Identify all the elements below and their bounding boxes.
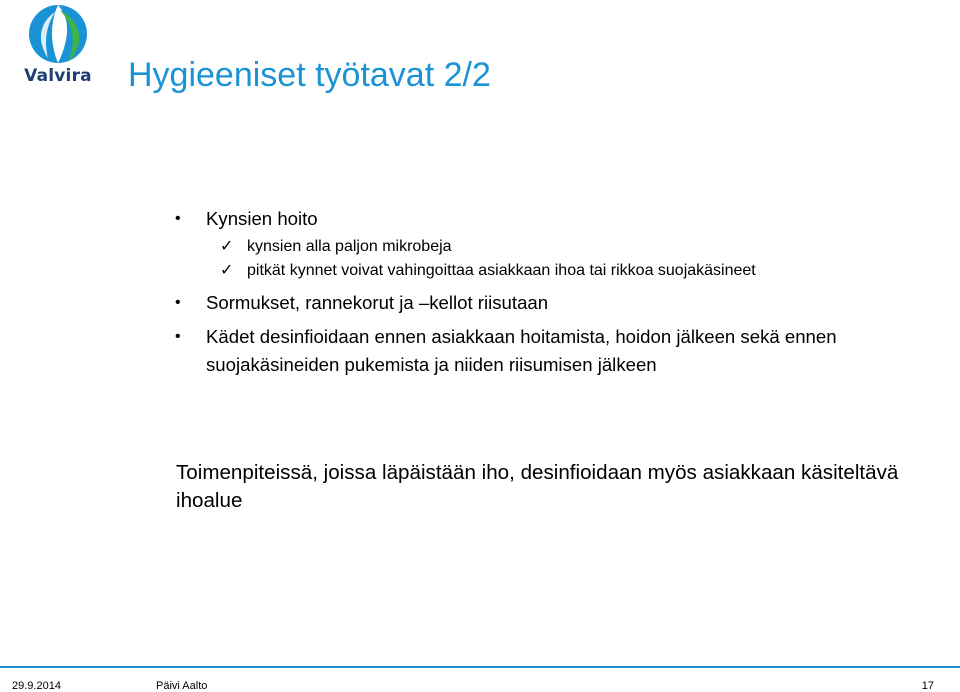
bullet-list [170,205,930,379]
bullet-item [170,323,930,379]
bullet-dot-icon: • [175,294,181,311]
footer-author: Päivi Aalto [156,680,208,692]
slide-title: Hygieeniset työtavat 2/2 [128,56,491,94]
bullet-dot-icon: • [175,210,181,227]
valvira-swirl-icon [24,4,92,66]
checkmark-icon: ✓ [220,238,234,255]
bullet-text: Kädet desinfioidaan ennen asiakkaan hoitamista, hoidon jälkeen sekä ennen suojakäsineiden pukemista ja niiden riisumisen jälkeen [206,326,837,375]
sub-bullet-text: kynsien alla paljon mikrobeja [247,238,452,255]
sub-bullet-text: pitkät kynnet voivat vahingoittaa asiakkaan ihoa tai rikkoa suojakäsineet [247,262,756,279]
bullet-text: Sormukset, rannekorut ja –kellot riisutaan [206,292,549,313]
checkmark-icon: ✓ [220,262,234,279]
sub-bullet-item [170,259,807,283]
bullet-text: Kynsien hoito [206,208,318,229]
bullet-dot-icon: • [175,328,181,345]
footer-date: 29.9.2014 [12,680,61,692]
valvira-logo [22,4,94,94]
bullet-item [170,205,930,233]
body-paragraph: Toimenpiteissä, joissa läpäistään iho, desinfioidaan myös asiakkaan käsiteltävä ihoalue [176,461,899,512]
sub-bullet-item [170,235,807,259]
footer-divider [0,666,960,668]
valvira-logo-text: Valvira [24,66,92,86]
bullet-item [170,289,930,317]
page-number: 17 [921,680,934,692]
